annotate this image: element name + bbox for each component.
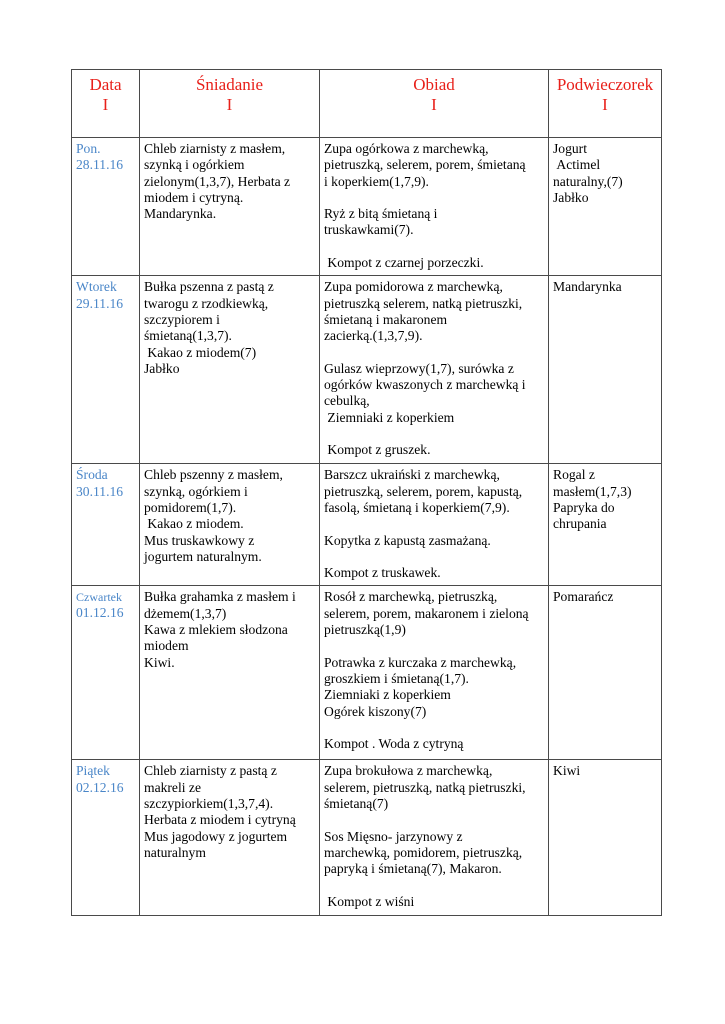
line-gap	[324, 878, 544, 894]
header-date-label: Data	[89, 75, 122, 94]
line-gap	[324, 549, 544, 565]
breakfast-line: Herbata z miodem i cytryną	[144, 812, 296, 828]
header-lunch-sub: I	[431, 94, 437, 114]
menu-table	[71, 69, 662, 916]
breakfast-line: Kakao z miodem(7)	[144, 344, 257, 360]
snack-cell	[549, 586, 662, 760]
header-lunch	[320, 70, 549, 138]
lunch-line: Kompot z czarnej porzeczki.	[324, 255, 484, 271]
breakfast-cell	[140, 138, 320, 276]
lunch-cell	[320, 760, 549, 916]
breakfast-line: Chleb ziarnisty z pastą z	[144, 763, 277, 779]
table-row	[72, 760, 662, 916]
breakfast-line: Kiwi.	[144, 654, 175, 670]
lunch-cell	[320, 138, 549, 276]
snack-line: masłem(1,7,3)	[553, 483, 632, 499]
lunch-line: Kompot . Woda z cytryną	[324, 736, 464, 752]
day-cell	[72, 138, 140, 276]
lunch-line: selerem, porem, makaronem i zieloną	[324, 605, 529, 621]
header-breakfast-sub: I	[226, 94, 233, 114]
lunch-line: pietruszką selerem, natką pietruszki,	[324, 295, 523, 311]
snack-line: Kiwi	[553, 763, 581, 779]
breakfast-line: zielonym(1,3,7), Herbata z	[144, 173, 291, 189]
lunch-line: Ziemniaki z koperkiem	[324, 409, 455, 425]
table-row	[72, 276, 662, 464]
lunch-line: zacierką.(1,3,7,9).	[324, 328, 423, 344]
day-date: 28.11.16	[76, 157, 124, 173]
snack-line: Jabłko	[553, 189, 589, 205]
lunch-line: Ziemniaki z koperkiem	[324, 687, 451, 703]
day-cell	[72, 760, 140, 916]
table-row	[72, 586, 662, 760]
snack-cell	[549, 464, 662, 586]
day-name: Piątek	[76, 763, 110, 779]
lunch-line: Sos Mięsno- jarzynowy z	[324, 828, 463, 844]
breakfast-cell	[140, 276, 320, 464]
breakfast-line: szczypiorem i	[144, 311, 220, 327]
lunch-line: marchewką, pomidorem, pietruszką,	[324, 844, 523, 860]
line-gap	[324, 190, 544, 206]
line-gap	[324, 516, 544, 532]
header-breakfast-label: Śniadanie	[195, 75, 264, 94]
header-date	[72, 70, 140, 138]
line-gap	[324, 720, 544, 736]
line-gap	[324, 638, 544, 654]
snack-line: Pomarańcz	[553, 589, 614, 605]
lunch-line: ogórków kwaszonych z marchewką i	[324, 377, 526, 393]
lunch-line: Ryż z bitą śmietaną i	[324, 206, 438, 222]
breakfast-line: jogurtem naturalnym.	[144, 548, 262, 564]
header-snack	[549, 70, 662, 138]
line-gap	[324, 345, 544, 361]
lunch-line: truskawkami(7).	[324, 222, 414, 238]
breakfast-line: szczypiorkiem(1,3,7,4).	[144, 796, 274, 812]
breakfast-line: Mandarynka.	[144, 206, 217, 222]
day-cell	[72, 586, 140, 760]
lunch-line: Kopytka z kapustą zasmażaną.	[324, 532, 491, 548]
lunch-line: groszkiem i śmietaną(1,7).	[324, 670, 469, 686]
lunch-line: Kompot z wiśni	[324, 893, 415, 909]
header-breakfast	[140, 70, 320, 138]
header-date-sub: I	[102, 94, 109, 114]
breakfast-line: Chleb ziarnisty z masłem,	[144, 141, 286, 156]
header-row	[72, 70, 662, 138]
day-date: 30.11.16	[76, 483, 124, 499]
lunch-line: Gulasz wieprzowy(1,7), surówka z	[324, 360, 514, 376]
breakfast-line: szynką i ogórkiem	[144, 157, 245, 173]
lunch-line: pietruszką(1,9)	[324, 622, 406, 638]
breakfast-line: pomidorem(1,7).	[144, 499, 237, 515]
table-row	[72, 464, 662, 586]
snack-cell	[549, 276, 662, 464]
table-row	[72, 138, 662, 276]
snack-cell	[549, 760, 662, 916]
breakfast-line: naturalnym	[144, 844, 206, 860]
lunch-line: i koperkiem(1,7,9).	[324, 173, 429, 189]
breakfast-line: Mus jagodowy z jogurtem	[144, 828, 288, 844]
snack-line: Mandarynka	[553, 279, 622, 295]
breakfast-cell	[140, 586, 320, 760]
breakfast-line: twarogu z rzodkiewką,	[144, 295, 269, 311]
day-date: 01.12.16	[76, 605, 124, 621]
lunch-line: papryką i śmietaną(7), Makaron.	[324, 861, 502, 877]
lunch-line: pietruszką, selerem, porem, kapustą,	[324, 483, 523, 499]
lunch-line: selerem, pietruszką, natką pietruszki,	[324, 779, 526, 795]
breakfast-cell	[140, 760, 320, 916]
lunch-cell	[320, 276, 549, 464]
breakfast-line: dżemem(1,3,7)	[144, 605, 227, 621]
snack-line: naturalny,(7)	[553, 173, 623, 189]
line-gap	[324, 812, 544, 828]
lunch-line: Barszcz ukraiński z marchewką,	[324, 467, 500, 483]
breakfast-line: Kakao z miodem.	[144, 516, 244, 532]
snack-line: Actimel	[553, 157, 601, 173]
breakfast-line: miodem	[144, 638, 189, 654]
lunch-line: Zupa pomidorowa z marchewką,	[324, 279, 503, 295]
snack-line: chrupania	[553, 516, 607, 532]
breakfast-line: śmietaną(1,3,7).	[144, 328, 232, 344]
lunch-line: Rosół z marchewką, pietruszką,	[324, 589, 498, 605]
breakfast-line: Kawa z mlekiem słodzona	[144, 622, 288, 638]
snack-line: Rogal z	[553, 467, 595, 483]
lunch-line: śmietaną(7)	[324, 796, 389, 812]
day-date: 29.11.16	[76, 295, 124, 311]
day-name: Środa	[76, 467, 108, 483]
day-date: 02.12.16	[76, 779, 124, 795]
breakfast-line: miodem i cytryną.	[144, 189, 244, 205]
lunch-line: pietruszką, selerem, porem, śmietaną	[324, 157, 526, 173]
header-snack-label: Podwieczorek	[556, 75, 654, 94]
breakfast-cell	[140, 464, 320, 586]
day-name: Wtorek	[76, 279, 117, 295]
header-lunch-label: Obiad	[413, 75, 455, 94]
snack-line: Papryka do	[553, 499, 615, 515]
day-cell	[72, 276, 140, 464]
lunch-line: Zupa brokułowa z marchewką,	[324, 763, 493, 779]
lunch-line: Kompot z truskawek.	[324, 565, 441, 581]
snack-line: Jogurt	[553, 141, 587, 156]
day-name: Pon.	[76, 141, 101, 156]
header-snack-sub: I	[602, 94, 608, 114]
snack-cell	[549, 138, 662, 276]
lunch-cell	[320, 464, 549, 586]
line-gap	[324, 239, 544, 255]
lunch-line: cebulką,	[324, 393, 370, 409]
lunch-line: Potrawka z kurczaka z marchewką,	[324, 654, 517, 670]
lunch-line: Kompot z gruszek.	[324, 442, 431, 458]
day-cell	[72, 464, 140, 586]
lunch-line: śmietaną i makaronem	[324, 311, 448, 327]
breakfast-line: makreli ze	[144, 779, 201, 795]
breakfast-line: Jabłko	[144, 360, 180, 376]
breakfast-line: Mus truskawkowy z	[144, 532, 255, 548]
lunch-line: fasolą, śmietaną i koperkiem(7,9).	[324, 499, 510, 515]
breakfast-line: Chleb pszenny z masłem,	[144, 467, 283, 483]
line-gap	[324, 426, 544, 442]
lunch-cell	[320, 586, 549, 760]
day-name: Czwartek	[76, 590, 122, 605]
lunch-line: Ogórek kiszony(7)	[324, 703, 427, 719]
breakfast-line: szynką, ogórkiem i	[144, 483, 248, 499]
breakfast-line: Bułka grahamka z masłem i	[144, 589, 296, 605]
lunch-line: Zupa ogórkowa z marchewką,	[324, 141, 489, 156]
breakfast-line: Bułka pszenna z pastą z	[144, 279, 274, 295]
